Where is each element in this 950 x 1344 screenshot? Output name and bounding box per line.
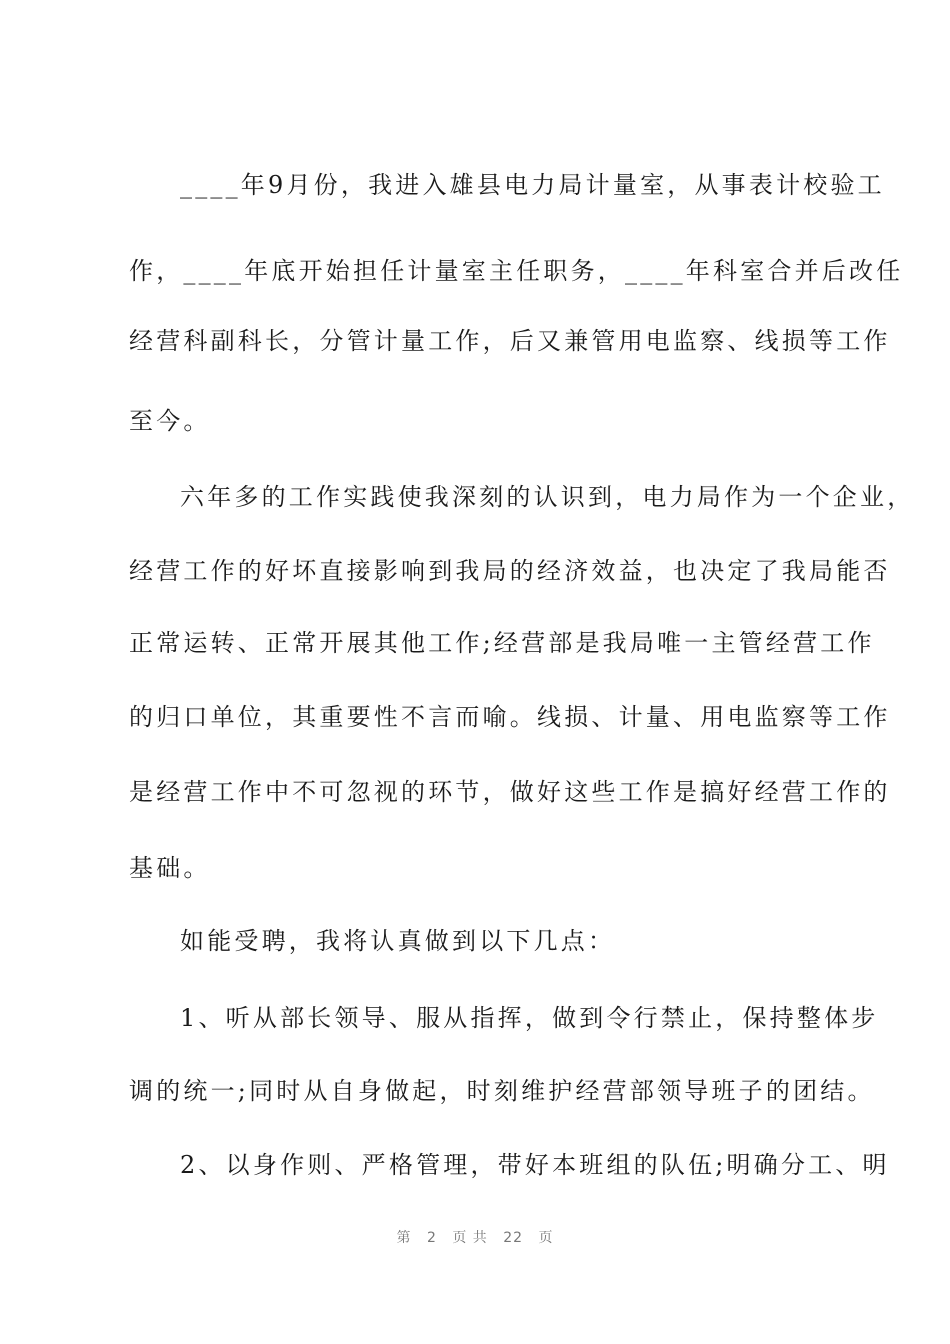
page-footer [0, 1227, 950, 1247]
text-line: 经营科副科长，分管计量工作，后又兼管用电监察、线损等工作 [129, 327, 891, 355]
text-line: 正常运转、正常开展其他工作;经营部是我局唯一主管经营工作 [129, 629, 875, 657]
text-line: 如能受聘，我将认真做到以下几点： [180, 927, 616, 955]
text-line: 至今。 [129, 407, 211, 435]
footer-middle: 页 共 [452, 1230, 488, 1246]
text-line: 是经营工作中不可忽视的环节，做好这些工作是搞好经营工作的 [129, 778, 891, 806]
text-line: 经营工作的好坏直接影响到我局的经济效益，也决定了我局能否 [129, 557, 891, 585]
text-line: 的归口单位，其重要性不言而喻。线损、计量、用电监察等工作 [129, 703, 891, 731]
text-line: 作，____年底开始担任计量室主任职务，____年科室合并后改任 [129, 257, 904, 285]
text-line: 六年多的工作实践使我深刻的认识到，电力局作为一个企业， [180, 483, 915, 511]
text-line: 调的统一;同时从自身做起，时刻维护经营部领导班子的团结。 [129, 1077, 875, 1105]
text-line: 基础。 [129, 854, 211, 882]
footer-total-pages: 22 [503, 1230, 524, 1246]
text-line: ____年9月份，我进入雄县电力局计量室，从事表计校验工 [180, 171, 885, 199]
text-line: 1、听从部长领导、服从指挥，做到令行禁止，保持整体步 [180, 1004, 879, 1032]
footer-page-number: 2 [426, 1230, 437, 1246]
footer-suffix: 页 [538, 1230, 554, 1246]
footer-prefix: 第 [396, 1230, 412, 1246]
text-line: 2、以身作则、严格管理，带好本班组的队伍;明确分工、明 [180, 1151, 890, 1179]
